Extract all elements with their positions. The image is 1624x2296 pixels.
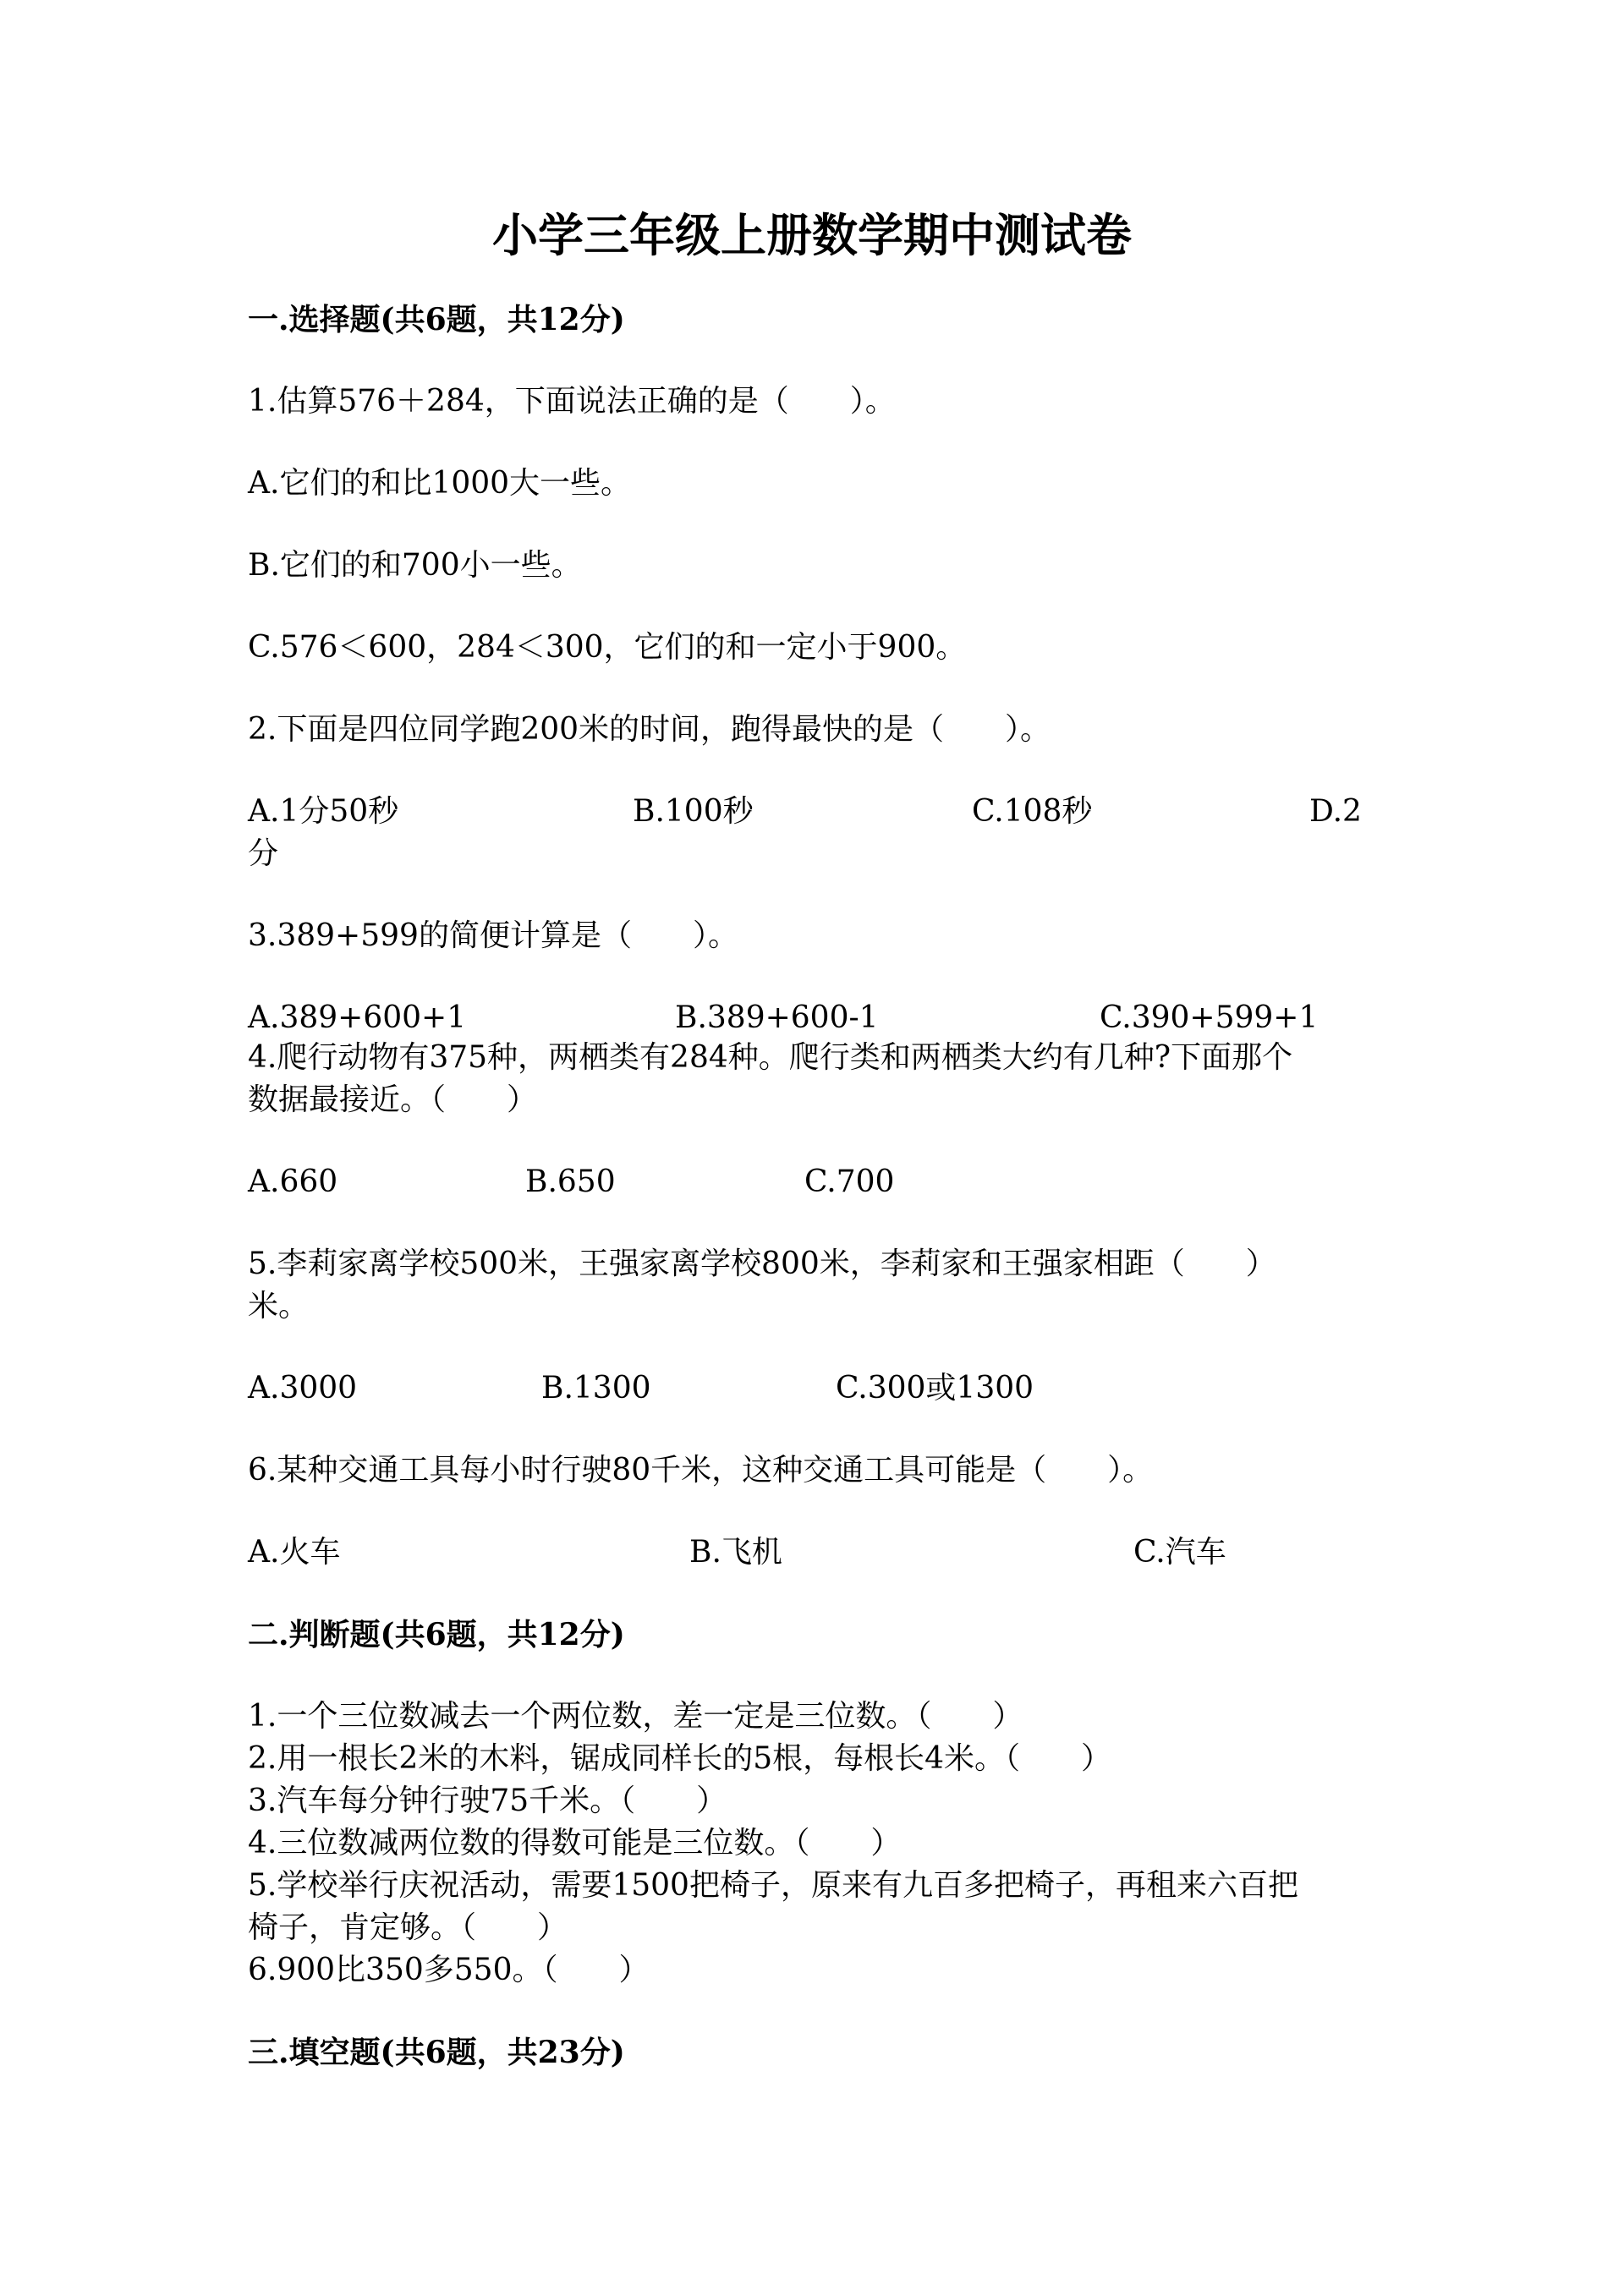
question-4-option-a: A.660	[248, 1164, 338, 1199]
question-3-option-a: A.389+600+1	[248, 1000, 467, 1035]
question-2-option-c: C.108秒	[972, 794, 1093, 829]
judge-item-6: 6.900比350多550。（ ）	[248, 1953, 650, 1987]
question-4-option-c: C.700	[804, 1164, 895, 1199]
question-2-option-b: B.100秒	[633, 794, 754, 829]
judge-item-2: 2.用一根长2米的木料，锯成同样长的5根，每根长4米。（ ）	[248, 1741, 1112, 1776]
question-4-stem-line2: 数据最接近。（ ）	[248, 1082, 538, 1117]
question-5-option-b: B.1300	[541, 1371, 651, 1406]
question-6-option-a: A.火车	[248, 1535, 341, 1570]
question-2-stem: 2.下面是四位同学跑200米的时间，跑得最快的是（ ）。	[248, 712, 1051, 747]
question-2-option-d-wrap: 分	[248, 836, 279, 871]
question-3-stem: 3.389+599的简便计算是（ ）。	[248, 918, 738, 953]
judge-item-3: 3.汽车每分钟行驶75千米。（ ）	[248, 1784, 727, 1818]
question-5-stem-line1: 5.李莉家离学校500米，王强家离学校800米，李莉家和王强家相距（ ）	[248, 1247, 1276, 1281]
judge-item-5-line2: 椅子，肯定够。（ ）	[248, 1910, 568, 1945]
page-title: 小学三年级上册数学期中测试卷	[492, 208, 1132, 262]
section-heading-fill: 三.填空题(共6题，共23分)	[248, 2035, 625, 2070]
question-1-stem: 1.估算576＋284，下面说法正确的是（ ）。	[248, 384, 896, 419]
question-6-option-c: C.汽车	[1133, 1535, 1226, 1570]
question-5-option-c: C.300或1300	[836, 1371, 1034, 1406]
question-4-option-b: B.650	[525, 1164, 616, 1199]
question-6-stem: 6.某种交通工具每小时行驶80千米，这种交通工具可能是（ ）。	[248, 1453, 1154, 1488]
question-5-stem-line2: 米。	[248, 1289, 310, 1323]
question-2-option-a: A.1分50秒	[248, 794, 399, 829]
judge-item-4: 4.三位数减两位数的得数可能是三位数。（ ）	[248, 1826, 902, 1860]
question-3-option-b: B.389+600-1	[675, 1000, 879, 1035]
question-2-option-d: D.2	[1309, 794, 1362, 829]
section-heading-judge: 二.判断题(共6题，共12分)	[248, 1617, 625, 1652]
question-1-option-b: B.它们的和700小一些。	[248, 548, 582, 583]
section-heading-choice: 一.选择题(共6题，共12分)	[248, 302, 625, 337]
question-5-option-a: A.3000	[248, 1371, 358, 1406]
judge-item-1: 1.一个三位数减去一个两位数，差一定是三位数。（ ）	[248, 1699, 1023, 1734]
question-1-option-c: C.576＜600，284＜300，它们的和一定小于900。	[248, 630, 967, 665]
question-3-option-c: C.390+599+1	[1100, 1000, 1319, 1035]
question-6-option-b: B.飞机	[689, 1535, 782, 1570]
question-4-stem-line1: 4.爬行动物有375种，两栖类有284种。爬行类和两栖类大约有几种?下面那个	[248, 1040, 1293, 1075]
question-1-option-a: A.它们的和比1000大一些。	[248, 466, 632, 501]
judge-item-5-line1: 5.学校举行庆祝活动，需要1500把椅子，原来有九百多把椅子，再租来六百把	[248, 1868, 1298, 1903]
